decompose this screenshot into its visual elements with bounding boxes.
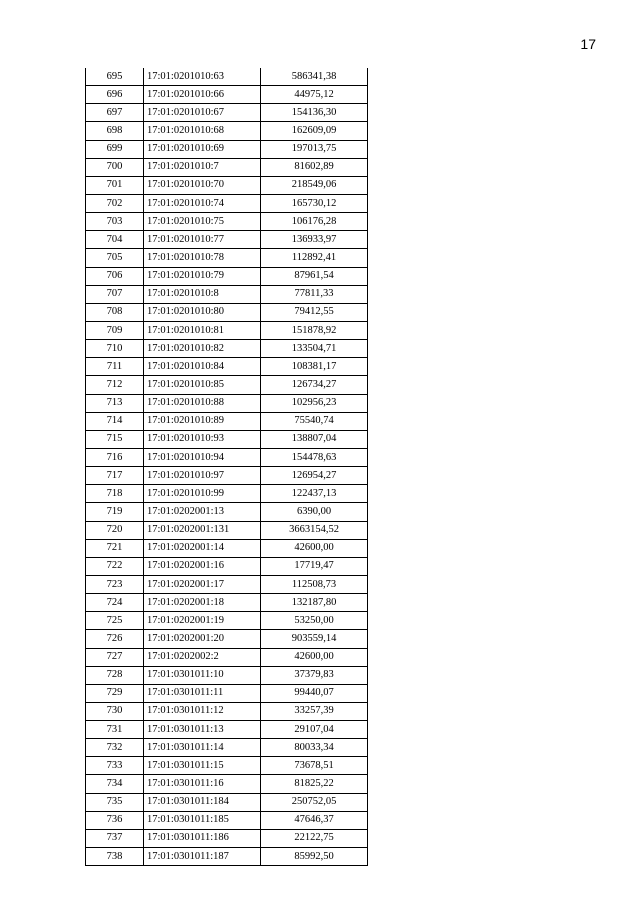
value-cell: 151878,92 bbox=[261, 321, 368, 339]
cadastral-number-cell: 17:01:0301011:14 bbox=[144, 739, 261, 757]
row-number-cell: 701 bbox=[86, 176, 144, 194]
table-row bbox=[86, 739, 368, 757]
table-row bbox=[86, 122, 368, 140]
value-cell: 42600,00 bbox=[261, 539, 368, 557]
table-row bbox=[86, 285, 368, 303]
table-row bbox=[86, 213, 368, 231]
table-row bbox=[86, 539, 368, 557]
value-cell: 53250,00 bbox=[261, 612, 368, 630]
row-number-cell: 714 bbox=[86, 412, 144, 430]
row-number-cell: 724 bbox=[86, 594, 144, 612]
value-cell: 29107,04 bbox=[261, 721, 368, 739]
row-number-cell: 726 bbox=[86, 630, 144, 648]
value-cell: 3663154,52 bbox=[261, 521, 368, 539]
row-number-cell: 707 bbox=[86, 285, 144, 303]
value-cell: 75540,74 bbox=[261, 412, 368, 430]
table-row bbox=[86, 104, 368, 122]
value-cell: 112892,41 bbox=[261, 249, 368, 267]
table-row bbox=[86, 811, 368, 829]
cadastral-number-cell: 17:01:0201010:7 bbox=[144, 158, 261, 176]
cadastral-number-cell: 17:01:0202001:19 bbox=[144, 612, 261, 630]
row-number-cell: 731 bbox=[86, 721, 144, 739]
cadastral-number-cell: 17:01:0301011:16 bbox=[144, 775, 261, 793]
table-row bbox=[86, 267, 368, 285]
row-number-cell: 696 bbox=[86, 86, 144, 104]
table-row bbox=[86, 158, 368, 176]
value-cell: 136933,97 bbox=[261, 231, 368, 249]
row-number-cell: 703 bbox=[86, 213, 144, 231]
value-cell: 47646,37 bbox=[261, 811, 368, 829]
row-number-cell: 730 bbox=[86, 702, 144, 720]
table-row bbox=[86, 321, 368, 339]
registry-table bbox=[85, 68, 368, 866]
row-number-cell: 738 bbox=[86, 848, 144, 866]
table-row bbox=[86, 702, 368, 720]
table-row bbox=[86, 394, 368, 412]
value-cell: 44975,12 bbox=[261, 86, 368, 104]
table-row bbox=[86, 448, 368, 466]
cadastral-number-cell: 17:01:0201010:81 bbox=[144, 321, 261, 339]
table-row bbox=[86, 358, 368, 376]
value-cell: 903559,14 bbox=[261, 630, 368, 648]
table-row bbox=[86, 140, 368, 158]
cadastral-number-cell: 17:01:0301011:185 bbox=[144, 811, 261, 829]
cadastral-number-cell: 17:01:0202001:18 bbox=[144, 594, 261, 612]
table-row bbox=[86, 176, 368, 194]
cadastral-number-cell: 17:01:0201010:75 bbox=[144, 213, 261, 231]
cadastral-number-cell: 17:01:0202001:13 bbox=[144, 503, 261, 521]
row-number-cell: 718 bbox=[86, 485, 144, 503]
row-number-cell: 721 bbox=[86, 539, 144, 557]
table-row bbox=[86, 249, 368, 267]
row-number-cell: 722 bbox=[86, 557, 144, 575]
value-cell: 87961,54 bbox=[261, 267, 368, 285]
cadastral-number-cell: 17:01:0201010:79 bbox=[144, 267, 261, 285]
table-row bbox=[86, 594, 368, 612]
row-number-cell: 706 bbox=[86, 267, 144, 285]
table-row bbox=[86, 340, 368, 358]
value-cell: 73678,51 bbox=[261, 757, 368, 775]
cadastral-number-cell: 17:01:0301011:13 bbox=[144, 721, 261, 739]
cadastral-number-cell: 17:01:0201010:82 bbox=[144, 340, 261, 358]
cadastral-number-cell: 17:01:0301011:187 bbox=[144, 848, 261, 866]
table-row bbox=[86, 848, 368, 866]
row-number-cell: 704 bbox=[86, 231, 144, 249]
value-cell: 80033,34 bbox=[261, 739, 368, 757]
table-row bbox=[86, 467, 368, 485]
cadastral-number-cell: 17:01:0301011:10 bbox=[144, 666, 261, 684]
row-number-cell: 715 bbox=[86, 430, 144, 448]
cadastral-number-cell: 17:01:0201010:89 bbox=[144, 412, 261, 430]
table-row bbox=[86, 829, 368, 847]
value-cell: 81602,89 bbox=[261, 158, 368, 176]
value-cell: 108381,17 bbox=[261, 358, 368, 376]
table-row bbox=[86, 376, 368, 394]
value-cell: 102956,23 bbox=[261, 394, 368, 412]
cadastral-number-cell: 17:01:0202001:17 bbox=[144, 575, 261, 593]
row-number-cell: 733 bbox=[86, 757, 144, 775]
cadastral-number-cell: 17:01:0301011:184 bbox=[144, 793, 261, 811]
value-cell: 22122,75 bbox=[261, 829, 368, 847]
table-row bbox=[86, 412, 368, 430]
row-number-cell: 699 bbox=[86, 140, 144, 158]
cadastral-number-cell: 17:01:0202001:131 bbox=[144, 521, 261, 539]
value-cell: 162609,09 bbox=[261, 122, 368, 140]
cadastral-number-cell: 17:01:0201010:99 bbox=[144, 485, 261, 503]
value-cell: 126954,27 bbox=[261, 467, 368, 485]
table-row bbox=[86, 666, 368, 684]
row-number-cell: 702 bbox=[86, 194, 144, 212]
cadastral-number-cell: 17:01:0301011:15 bbox=[144, 757, 261, 775]
row-number-cell: 723 bbox=[86, 575, 144, 593]
row-number-cell: 725 bbox=[86, 612, 144, 630]
table-row bbox=[86, 485, 368, 503]
table-row bbox=[86, 721, 368, 739]
value-cell: 37379,83 bbox=[261, 666, 368, 684]
row-number-cell: 700 bbox=[86, 158, 144, 176]
cadastral-number-cell: 17:01:0201010:80 bbox=[144, 303, 261, 321]
row-number-cell: 735 bbox=[86, 793, 144, 811]
cadastral-number-cell: 17:01:0201010:84 bbox=[144, 358, 261, 376]
cadastral-number-cell: 17:01:0201010:67 bbox=[144, 104, 261, 122]
row-number-cell: 716 bbox=[86, 448, 144, 466]
value-cell: 106176,28 bbox=[261, 213, 368, 231]
value-cell: 85992,50 bbox=[261, 848, 368, 866]
cadastral-number-cell: 17:01:0201010:8 bbox=[144, 285, 261, 303]
row-number-cell: 712 bbox=[86, 376, 144, 394]
cadastral-number-cell: 17:01:0201010:88 bbox=[144, 394, 261, 412]
cadastral-number-cell: 17:01:0202001:20 bbox=[144, 630, 261, 648]
row-number-cell: 708 bbox=[86, 303, 144, 321]
cadastral-number-cell: 17:01:0201010:66 bbox=[144, 86, 261, 104]
row-number-cell: 728 bbox=[86, 666, 144, 684]
cadastral-number-cell: 17:01:0201010:63 bbox=[144, 68, 261, 86]
table-row bbox=[86, 68, 368, 86]
row-number-cell: 727 bbox=[86, 648, 144, 666]
value-cell: 112508,73 bbox=[261, 575, 368, 593]
value-cell: 154136,30 bbox=[261, 104, 368, 122]
cadastral-number-cell: 17:01:0301011:11 bbox=[144, 684, 261, 702]
row-number-cell: 717 bbox=[86, 467, 144, 485]
row-number-cell: 695 bbox=[86, 68, 144, 86]
row-number-cell: 698 bbox=[86, 122, 144, 140]
cadastral-number-cell: 17:01:0301011:12 bbox=[144, 702, 261, 720]
value-cell: 77811,33 bbox=[261, 285, 368, 303]
cadastral-number-cell: 17:01:0202001:14 bbox=[144, 539, 261, 557]
cadastral-number-cell: 17:01:0201010:68 bbox=[144, 122, 261, 140]
value-cell: 81825,22 bbox=[261, 775, 368, 793]
table-row bbox=[86, 793, 368, 811]
table-row bbox=[86, 503, 368, 521]
value-cell: 42600,00 bbox=[261, 648, 368, 666]
cadastral-number-cell: 17:01:0201010:93 bbox=[144, 430, 261, 448]
row-number-cell: 734 bbox=[86, 775, 144, 793]
value-cell: 79412,55 bbox=[261, 303, 368, 321]
table-row bbox=[86, 194, 368, 212]
value-cell: 133504,71 bbox=[261, 340, 368, 358]
cadastral-number-cell: 17:01:0202001:16 bbox=[144, 557, 261, 575]
table-row bbox=[86, 630, 368, 648]
row-number-cell: 709 bbox=[86, 321, 144, 339]
table-row bbox=[86, 231, 368, 249]
table-row bbox=[86, 303, 368, 321]
row-number-cell: 720 bbox=[86, 521, 144, 539]
table-row bbox=[86, 648, 368, 666]
cadastral-number-cell: 17:01:0201010:70 bbox=[144, 176, 261, 194]
row-number-cell: 729 bbox=[86, 684, 144, 702]
cadastral-number-cell: 17:01:0201010:94 bbox=[144, 448, 261, 466]
value-cell: 138807,04 bbox=[261, 430, 368, 448]
value-cell: 126734,27 bbox=[261, 376, 368, 394]
value-cell: 197013,75 bbox=[261, 140, 368, 158]
table-row bbox=[86, 775, 368, 793]
table-row bbox=[86, 430, 368, 448]
cadastral-number-cell: 17:01:0202002:2 bbox=[144, 648, 261, 666]
cadastral-number-cell: 17:01:0201010:77 bbox=[144, 231, 261, 249]
value-cell: 154478,63 bbox=[261, 448, 368, 466]
row-number-cell: 711 bbox=[86, 358, 144, 376]
value-cell: 250752,05 bbox=[261, 793, 368, 811]
table-row bbox=[86, 684, 368, 702]
value-cell: 586341,38 bbox=[261, 68, 368, 86]
table-row bbox=[86, 86, 368, 104]
value-cell: 33257,39 bbox=[261, 702, 368, 720]
row-number-cell: 713 bbox=[86, 394, 144, 412]
cadastral-number-cell: 17:01:0201010:97 bbox=[144, 467, 261, 485]
cadastral-number-cell: 17:01:0201010:85 bbox=[144, 376, 261, 394]
table-row bbox=[86, 521, 368, 539]
value-cell: 218549,06 bbox=[261, 176, 368, 194]
row-number-cell: 705 bbox=[86, 249, 144, 267]
cadastral-number-cell: 17:01:0201010:78 bbox=[144, 249, 261, 267]
cadastral-number-cell: 17:01:0201010:74 bbox=[144, 194, 261, 212]
row-number-cell: 732 bbox=[86, 739, 144, 757]
row-number-cell: 719 bbox=[86, 503, 144, 521]
table-row bbox=[86, 612, 368, 630]
row-number-cell: 737 bbox=[86, 829, 144, 847]
table-row bbox=[86, 575, 368, 593]
value-cell: 99440,07 bbox=[261, 684, 368, 702]
page-number: 17 bbox=[580, 36, 596, 52]
table-row bbox=[86, 557, 368, 575]
value-cell: 6390,00 bbox=[261, 503, 368, 521]
row-number-cell: 736 bbox=[86, 811, 144, 829]
table-row bbox=[86, 757, 368, 775]
value-cell: 165730,12 bbox=[261, 194, 368, 212]
table-body bbox=[86, 68, 368, 866]
value-cell: 132187,80 bbox=[261, 594, 368, 612]
value-cell: 17719,47 bbox=[261, 557, 368, 575]
cadastral-number-cell: 17:01:0301011:186 bbox=[144, 829, 261, 847]
cadastral-number-cell: 17:01:0201010:69 bbox=[144, 140, 261, 158]
value-cell: 122437,13 bbox=[261, 485, 368, 503]
row-number-cell: 710 bbox=[86, 340, 144, 358]
row-number-cell: 697 bbox=[86, 104, 144, 122]
